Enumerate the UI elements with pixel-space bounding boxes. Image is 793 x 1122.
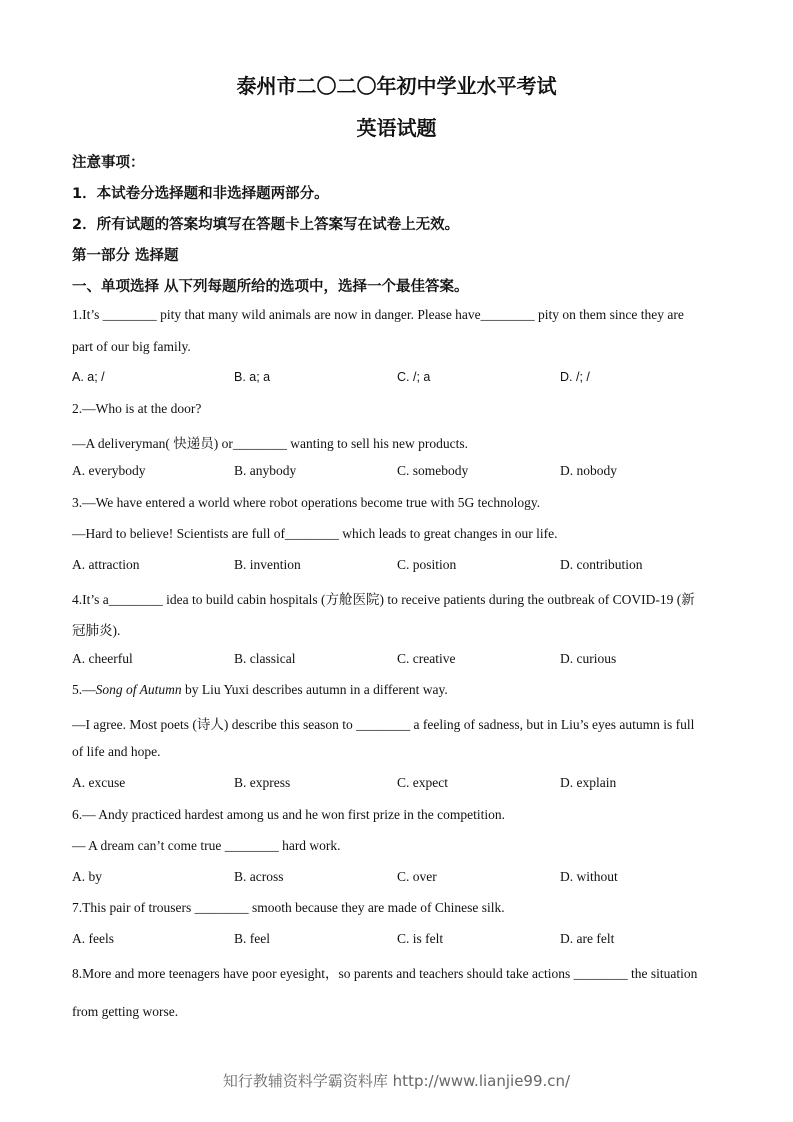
q5-prefix: 5.—: [72, 682, 96, 697]
note-item-1: 1．本试卷分选择题和非选择题两部分。: [72, 186, 329, 202]
q1-line2: part of our big family.: [72, 339, 191, 354]
q4-line2: 冠肺炎).: [72, 623, 121, 638]
q5-line3: of life and hope.: [72, 744, 161, 759]
note-item-2: 2．所有试题的答案均填写在答题卡上答案写在试卷上无效。: [72, 217, 460, 233]
notes-heading: 注意事项：: [72, 155, 145, 171]
q1-option-c[interactable]: C. /; a: [397, 370, 431, 384]
q2-line2: —A deliveryman( 快递员) or________ wanting to sell his new products.: [72, 436, 468, 451]
q3-line1: 3.—We have entered a world where robot operations become true with 5G technology.: [72, 495, 541, 510]
q6-option-d[interactable]: D. without: [560, 869, 618, 884]
q7-line1: 7.This pair of trousers ________ smooth because they are made of Chinese silk.: [72, 900, 505, 915]
q5-song-title: Song of Autumn: [95, 682, 182, 697]
q3-option-a[interactable]: A. attraction: [72, 557, 140, 572]
q5-option-d[interactable]: D. explain: [560, 775, 617, 790]
q2-options: [72, 463, 732, 481]
q5-option-c[interactable]: C. expect: [397, 775, 448, 790]
q1-option-d[interactable]: D. /; /: [560, 370, 590, 384]
q4-option-c[interactable]: C. creative: [397, 651, 456, 666]
q6-option-a[interactable]: A. by: [72, 869, 102, 884]
exam-title: 泰州市二〇二〇年初中学业水平考试: [236, 74, 557, 98]
q6-line2: — A dream can’t come true ________ hard work.: [72, 838, 341, 853]
q2-option-d[interactable]: D. nobody: [560, 463, 617, 478]
q6-line1: 6.— Andy practiced hardest among us and he won first prize in the competition.: [72, 807, 506, 822]
q5-option-b[interactable]: B. express: [234, 775, 291, 790]
q5-options: [72, 775, 732, 793]
q7-option-d[interactable]: D. are felt: [560, 931, 615, 946]
q5-option-a[interactable]: A. excuse: [72, 775, 126, 790]
q5-line1-rest: by Liu Yuxi describes autumn in a different way.: [181, 682, 448, 697]
exam-subtitle: 英语试题: [356, 116, 437, 140]
footer-watermark: 知行教辅资料学霸资料库 http://www.lianjie99.cn/: [222, 1072, 571, 1090]
q5-line2: —I agree. Most poets (诗人) describe this season to ________ a feeling of sadness, but in Liu’s eyes autumn is full: [72, 717, 695, 732]
q7-option-c[interactable]: C. is felt: [397, 931, 444, 946]
q1-line1: 1.It’s ________ pity that many wild animals are now in danger. Please have________ pity on them since they are: [72, 307, 684, 322]
q4-options: [72, 651, 732, 669]
q2-option-a[interactable]: A. everybody: [72, 463, 146, 478]
q1-option-b[interactable]: B. a; a: [234, 370, 271, 384]
q7-options: [72, 931, 732, 949]
q6-option-b[interactable]: B. across: [234, 869, 284, 884]
q4-option-b[interactable]: B. classical: [234, 651, 296, 666]
q4-option-a[interactable]: A. cheerful: [72, 651, 133, 666]
q3-line2: —Hard to believe! Scientists are full of________ which leads to great changes in our life.: [72, 526, 558, 541]
q2-option-b[interactable]: B. anybody: [234, 463, 297, 478]
q7-option-a[interactable]: A. feels: [72, 931, 114, 946]
q6-option-c[interactable]: C. over: [397, 869, 437, 884]
q2-option-c[interactable]: C. somebody: [397, 463, 469, 478]
q8-line2: from getting worse.: [72, 1004, 179, 1019]
q7-option-b[interactable]: B. feel: [234, 931, 270, 946]
q4-option-d[interactable]: D. curious: [560, 651, 617, 666]
q8-line1: 8.More and more teenagers have poor eyesight，so parents and teachers should take actions ________ the situation: [72, 966, 698, 981]
section-heading: 一、单项选择 从下列每题所给的选项中，选择一个最佳答案。: [72, 279, 469, 295]
q4-line1: 4.It’s a________ idea to build cabin hospitals (方舱医院) to receive patients during the outbreak of COVID-19 (新: [72, 592, 695, 607]
q3-option-b[interactable]: B. invention: [234, 557, 301, 572]
q5-line1: [72, 682, 448, 698]
q6-options: [72, 869, 732, 887]
part-heading: 第一部分 选择题: [72, 248, 179, 264]
q3-option-d[interactable]: D. contribution: [560, 557, 643, 572]
q3-option-c[interactable]: C. position: [397, 557, 457, 572]
q1-option-a[interactable]: A. a; /: [72, 370, 105, 384]
q3-options: [72, 557, 732, 575]
q2-line1: 2.—Who is at the door?: [72, 401, 202, 416]
q1-options: [72, 370, 732, 388]
